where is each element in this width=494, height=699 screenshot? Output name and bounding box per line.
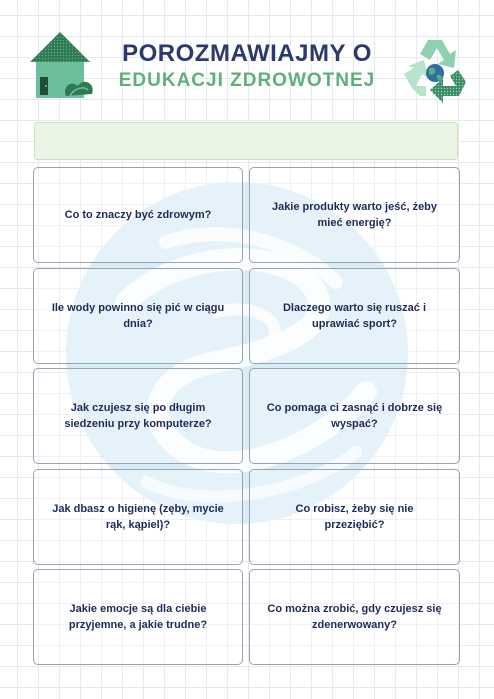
question-text: Dlaczego warto się ruszać i uprawiać sport? <box>282 302 427 330</box>
question-card-7 <box>33 469 243 565</box>
question-text: Co to znaczy być zdrowym? <box>64 209 212 221</box>
question-text: Jak dbasz o higienę (zęby, mycie rąk, kąpiel)? <box>52 503 224 531</box>
question-card-2 <box>249 167 460 263</box>
question-card-4 <box>249 268 460 364</box>
question-text: Co robisz, żeby się nie przeziębić? <box>295 503 414 531</box>
question-card-5 <box>33 368 243 464</box>
title-line-2: EDUKACJI ZDROWOTNEJ <box>118 70 376 91</box>
question-card-9 <box>33 569 243 665</box>
question-text: Jakie emocje są dla ciebie przyjemne, a jakie trudne? <box>68 603 208 631</box>
question-card-3 <box>33 268 243 364</box>
question-card-8 <box>249 469 460 565</box>
question-text: Co można zrobić, gdy czujesz się zdenerwowany? <box>267 603 442 631</box>
question-card-6 <box>249 368 460 464</box>
question-card-10 <box>249 569 460 665</box>
question-card-1 <box>33 167 243 263</box>
question-text: Ile wody powinno się pić w ciągu dnia? <box>51 302 225 330</box>
question-text: Jak czujesz się po długim siedzeniu przy komputerze? <box>64 402 212 430</box>
title-line-1: POROZMAWIAJMY O <box>122 40 372 67</box>
question-text: Co pomaga ci zasnąć i dobrze się wyspać? <box>266 402 443 430</box>
question-text: Jakie produkty warto jeść, żeby mieć energię? <box>271 201 438 229</box>
name-field[interactable] <box>34 122 458 160</box>
